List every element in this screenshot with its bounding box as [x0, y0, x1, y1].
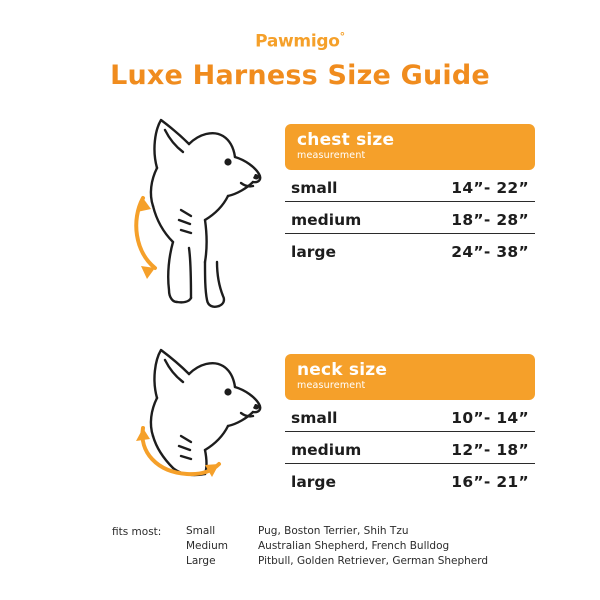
size-label: medium [291, 441, 362, 459]
neck-table-header [285, 354, 535, 400]
table-row [285, 432, 535, 464]
fits-breeds: Pug, Boston Terrier, Shih Tzu [258, 525, 409, 537]
fits-size: Large [186, 555, 216, 567]
fits-breeds: Australian Shepherd, French Bulldog [258, 540, 450, 552]
chest-size-table [285, 124, 535, 265]
dog-chest-illustration [95, 110, 270, 329]
brand-ring-mark: ° [339, 30, 345, 43]
size-label: small [291, 179, 338, 197]
size-value: 18”- 28” [451, 211, 529, 229]
size-value: 14”- 22” [451, 179, 529, 197]
size-value: 16”- 21” [451, 473, 529, 491]
chest-table-title: chest size [297, 130, 395, 150]
size-value: 12”- 18” [451, 441, 529, 459]
size-label: small [291, 409, 338, 427]
table-row [285, 202, 535, 234]
size-label: medium [291, 211, 362, 229]
fits-size: Small [186, 525, 216, 537]
chest-table-subtitle: measurement [297, 150, 366, 161]
size-label: large [291, 473, 337, 491]
fits-most-rows [186, 524, 572, 569]
table-row [285, 170, 535, 202]
fits-most-section [112, 524, 572, 569]
size-value: 24”- 38” [451, 243, 529, 261]
size-label: large [291, 243, 337, 261]
neck-table-subtitle: measurement [297, 380, 366, 391]
fits-size: Medium [186, 540, 228, 552]
size-value: 10”- 14” [451, 409, 529, 427]
list-item [186, 539, 572, 554]
table-row [285, 464, 535, 495]
brand-logo [0, 30, 600, 52]
table-row [285, 400, 535, 432]
brand-name: Pawmigo [255, 31, 340, 52]
fits-most-label: fits most: [112, 526, 162, 538]
page-title: Luxe Harness Size Guide [110, 60, 490, 91]
list-item [186, 554, 572, 569]
chest-table-header [285, 124, 535, 170]
fits-breeds: Pitbull, Golden Retriever, German Shepherd [258, 555, 489, 567]
neck-table-title: neck size [297, 360, 388, 380]
neck-size-table [285, 354, 535, 495]
dog-neck-illustration [95, 340, 270, 509]
table-row [285, 234, 535, 265]
list-item [186, 524, 572, 539]
